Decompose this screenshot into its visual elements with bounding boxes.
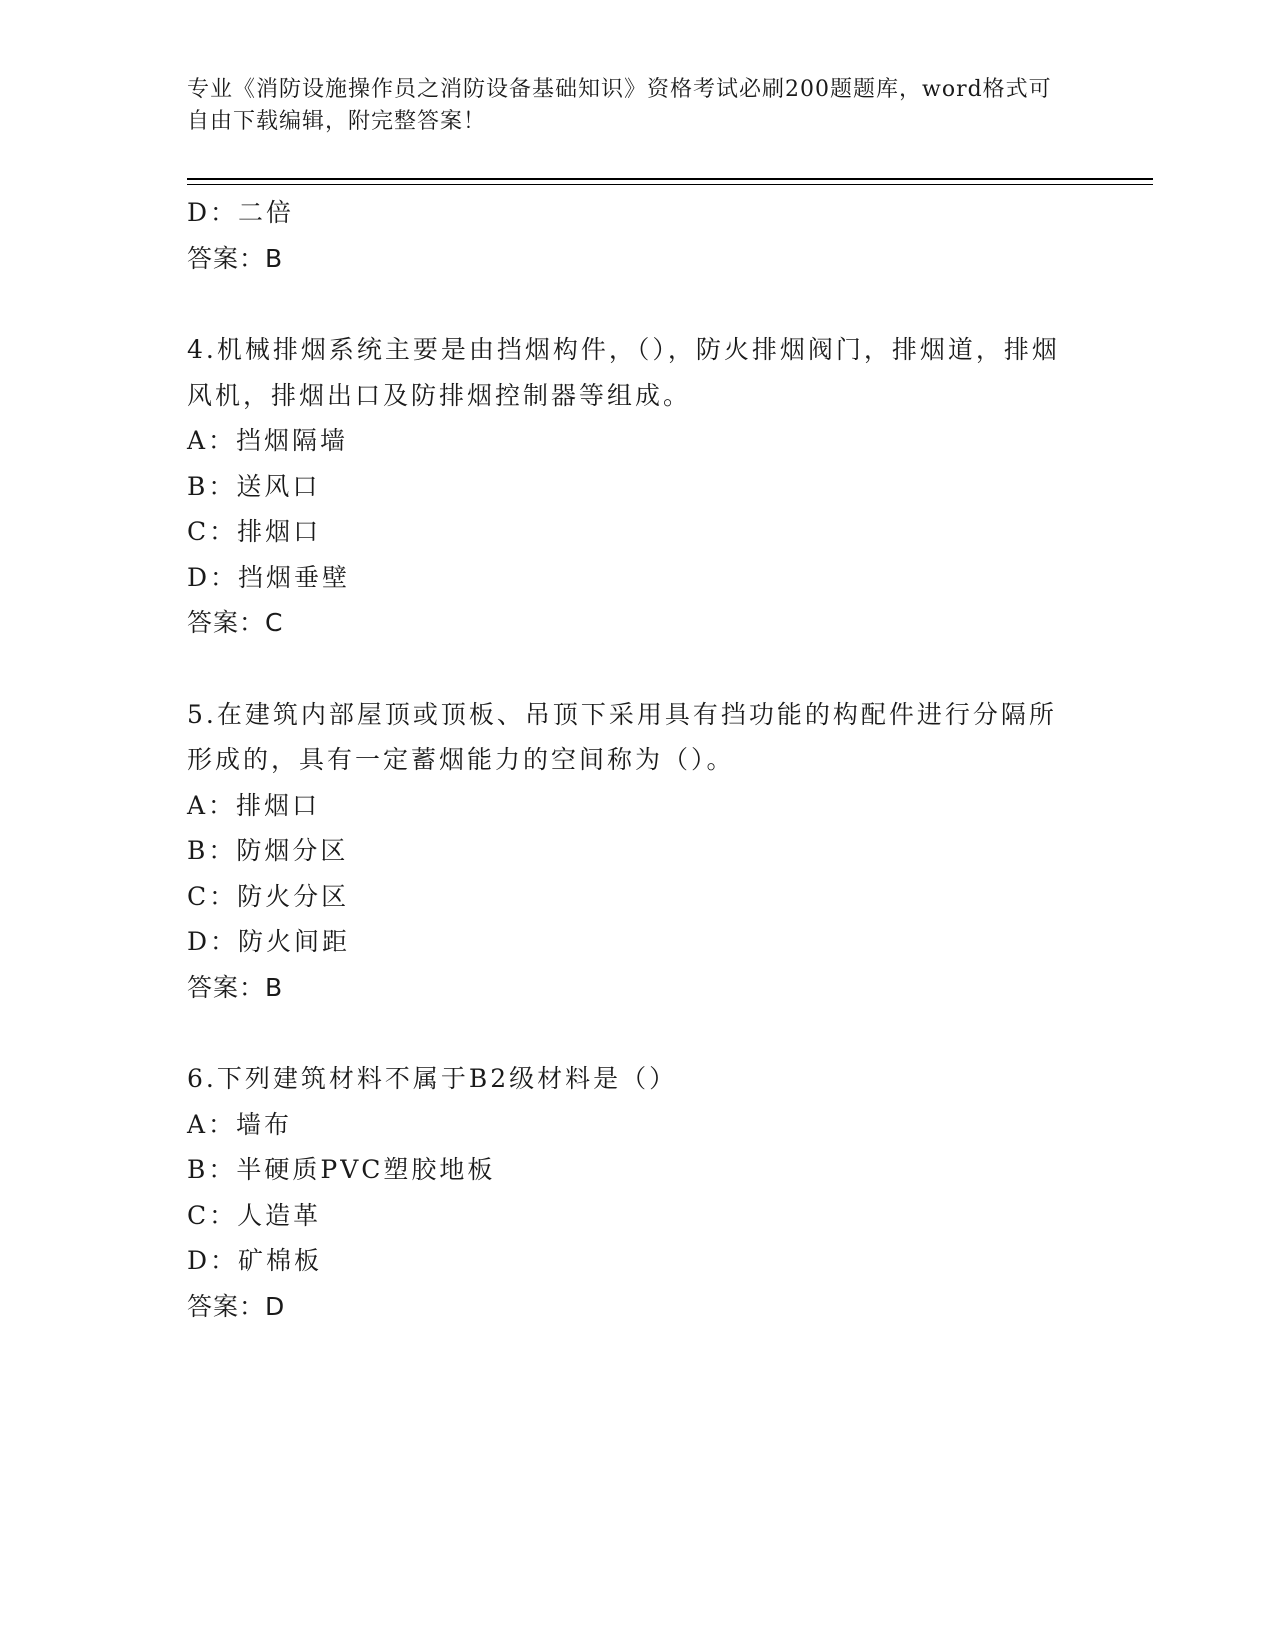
header-divider-thick <box>187 178 1153 180</box>
answer: 答案：D <box>187 1291 286 1321</box>
question-text: 6.下列建筑材料不属于B2级材料是（） <box>187 1064 678 1093</box>
option-d: D：防火间距 <box>187 927 351 956</box>
question-list <box>187 190 1087 1329</box>
option-b: B：送风口 <box>187 471 321 501</box>
page-header: 专业《消防设施操作员之消防设备基础知识》资格考试必刷200题题库，word格式可自由下载编辑，附完整答案！ <box>187 77 1052 134</box>
spacer <box>187 646 1087 692</box>
answer: 答案：B <box>187 972 284 1002</box>
answer: 答案：C <box>187 608 284 637</box>
question-5 <box>187 692 1087 1011</box>
option-a: A：挡烟隔墙 <box>187 426 349 455</box>
option-d: D：挡烟垂壁 <box>187 562 351 592</box>
spacer <box>187 1010 1087 1056</box>
question-text: 4.机械排烟系统主要是由挡烟构件，（），防火排烟阀门，排烟道，排烟风机，排烟出口及防排烟控制器等组成。 <box>187 335 1060 410</box>
question-text: 5.在建筑内部屋顶或顶板、吊顶下采用具有挡功能的构配件进行分隔所形成的，具有一定蓄烟能力的空间称为（）。 <box>187 699 1057 774</box>
option-c: C：人造革 <box>187 1200 322 1230</box>
option-b: B：防烟分区 <box>187 836 349 865</box>
question-4 <box>187 327 1087 646</box>
option-c: C：排烟口 <box>187 517 322 546</box>
option-c: C：防火分区 <box>187 881 350 911</box>
spacer <box>187 281 1087 327</box>
option-a: A：排烟口 <box>187 790 321 820</box>
header-divider-thin <box>187 184 1153 185</box>
carryover-option-d: D：二倍 <box>187 198 295 227</box>
option-a: A：墙布 <box>187 1109 293 1139</box>
question-6 <box>187 1056 1087 1329</box>
carryover-answer: 答案：B <box>187 243 284 273</box>
option-d: D：矿棉板 <box>187 1246 323 1275</box>
option-b: B：半硬质PVC塑胶地板 <box>187 1155 496 1184</box>
